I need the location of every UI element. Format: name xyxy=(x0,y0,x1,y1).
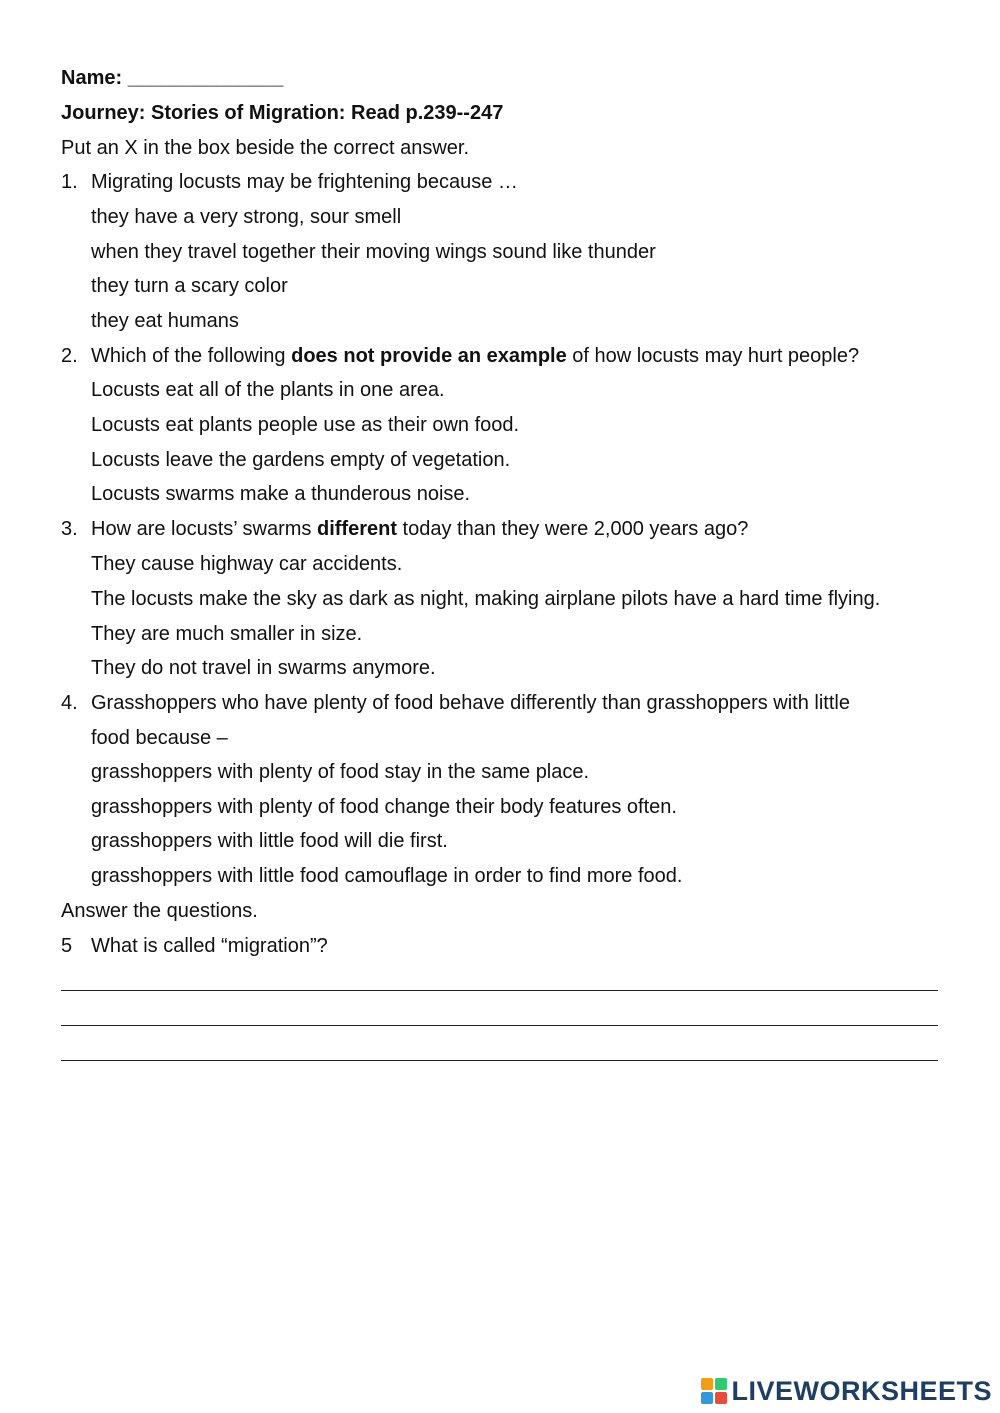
option-4b[interactable]: grasshoppers with plenty of food change their body features often. xyxy=(91,796,677,818)
question-text-before: Which of the following xyxy=(91,345,292,367)
option-1c[interactable]: they turn a scary color xyxy=(91,275,288,297)
liveworksheets-logo xyxy=(701,1375,992,1407)
option-3a[interactable]: They cause highway car accidents. xyxy=(91,553,403,575)
option-1d[interactable]: they eat humans xyxy=(91,310,239,332)
question-4-line2: food because – xyxy=(91,727,228,749)
question-number: 5 xyxy=(61,935,73,957)
question-3 xyxy=(61,516,748,542)
option-2c[interactable]: Locusts leave the gardens empty of vegetation. xyxy=(91,449,511,471)
name-line: Name: ______________ xyxy=(61,67,284,89)
option-2a[interactable]: Locusts eat all of the plants in one area. xyxy=(91,379,445,401)
logo-text: LIVEWORKSHEETS xyxy=(731,1375,992,1406)
question-1 xyxy=(61,169,518,195)
question-number: 2. xyxy=(61,345,78,367)
option-1a[interactable]: they have a very strong, sour smell xyxy=(91,206,402,228)
logo-square-icon xyxy=(715,1392,727,1404)
question-text: Migrating locusts may be frightening because … xyxy=(91,171,518,193)
option-1b[interactable]: when they travel together their moving wings sound like thunder xyxy=(91,241,656,263)
answer-line-3[interactable] xyxy=(61,1060,938,1061)
logo-mark-icon xyxy=(701,1378,727,1404)
instruction-text: Put an X in the box beside the correct answer. xyxy=(61,137,470,159)
question-2 xyxy=(61,343,859,369)
option-2d[interactable]: Locusts swarms make a thunderous noise. xyxy=(91,483,471,505)
section-heading: Answer the questions. xyxy=(61,900,258,922)
option-4a[interactable]: grasshoppers with plenty of food stay in the same place. xyxy=(91,761,590,783)
question-number: 3. xyxy=(61,518,78,540)
question-number: 1. xyxy=(61,171,78,193)
question-5 xyxy=(61,933,328,959)
answer-line-1[interactable] xyxy=(61,990,938,991)
question-text-before: How are locusts’ swarms xyxy=(91,518,317,540)
logo-square-icon xyxy=(701,1378,713,1390)
question-text-line1: Grasshoppers who have plenty of food behave differently than grasshoppers with little xyxy=(91,692,850,714)
question-text-after: of how locusts may hurt people? xyxy=(566,345,860,367)
option-3c[interactable]: They are much smaller in size. xyxy=(91,623,363,645)
worksheet-title: Journey: Stories of Migration: Read p.239--247 xyxy=(61,102,504,124)
logo-square-icon xyxy=(715,1378,727,1390)
option-3b[interactable]: The locusts make the sky as dark as night, making airplane pilots have a hard time flying. xyxy=(91,588,881,610)
question-number: 4. xyxy=(61,692,78,714)
question-4 xyxy=(61,690,850,716)
option-2b[interactable]: Locusts eat plants people use as their own food. xyxy=(91,414,520,436)
logo-square-icon xyxy=(701,1392,713,1404)
question-text-after: today than they were 2,000 years ago? xyxy=(396,518,749,540)
answer-line-2[interactable] xyxy=(61,1025,938,1026)
option-4d[interactable]: grasshoppers with little food camouflage in order to find more food. xyxy=(91,865,683,887)
question-text-bold: different xyxy=(316,518,397,540)
question-text-bold: does not provide an example xyxy=(291,345,567,367)
option-4c[interactable]: grasshoppers with little food will die first. xyxy=(91,830,448,852)
question-text: What is called “migration”? xyxy=(91,935,328,957)
option-3d[interactable]: They do not travel in swarms anymore. xyxy=(91,657,436,679)
